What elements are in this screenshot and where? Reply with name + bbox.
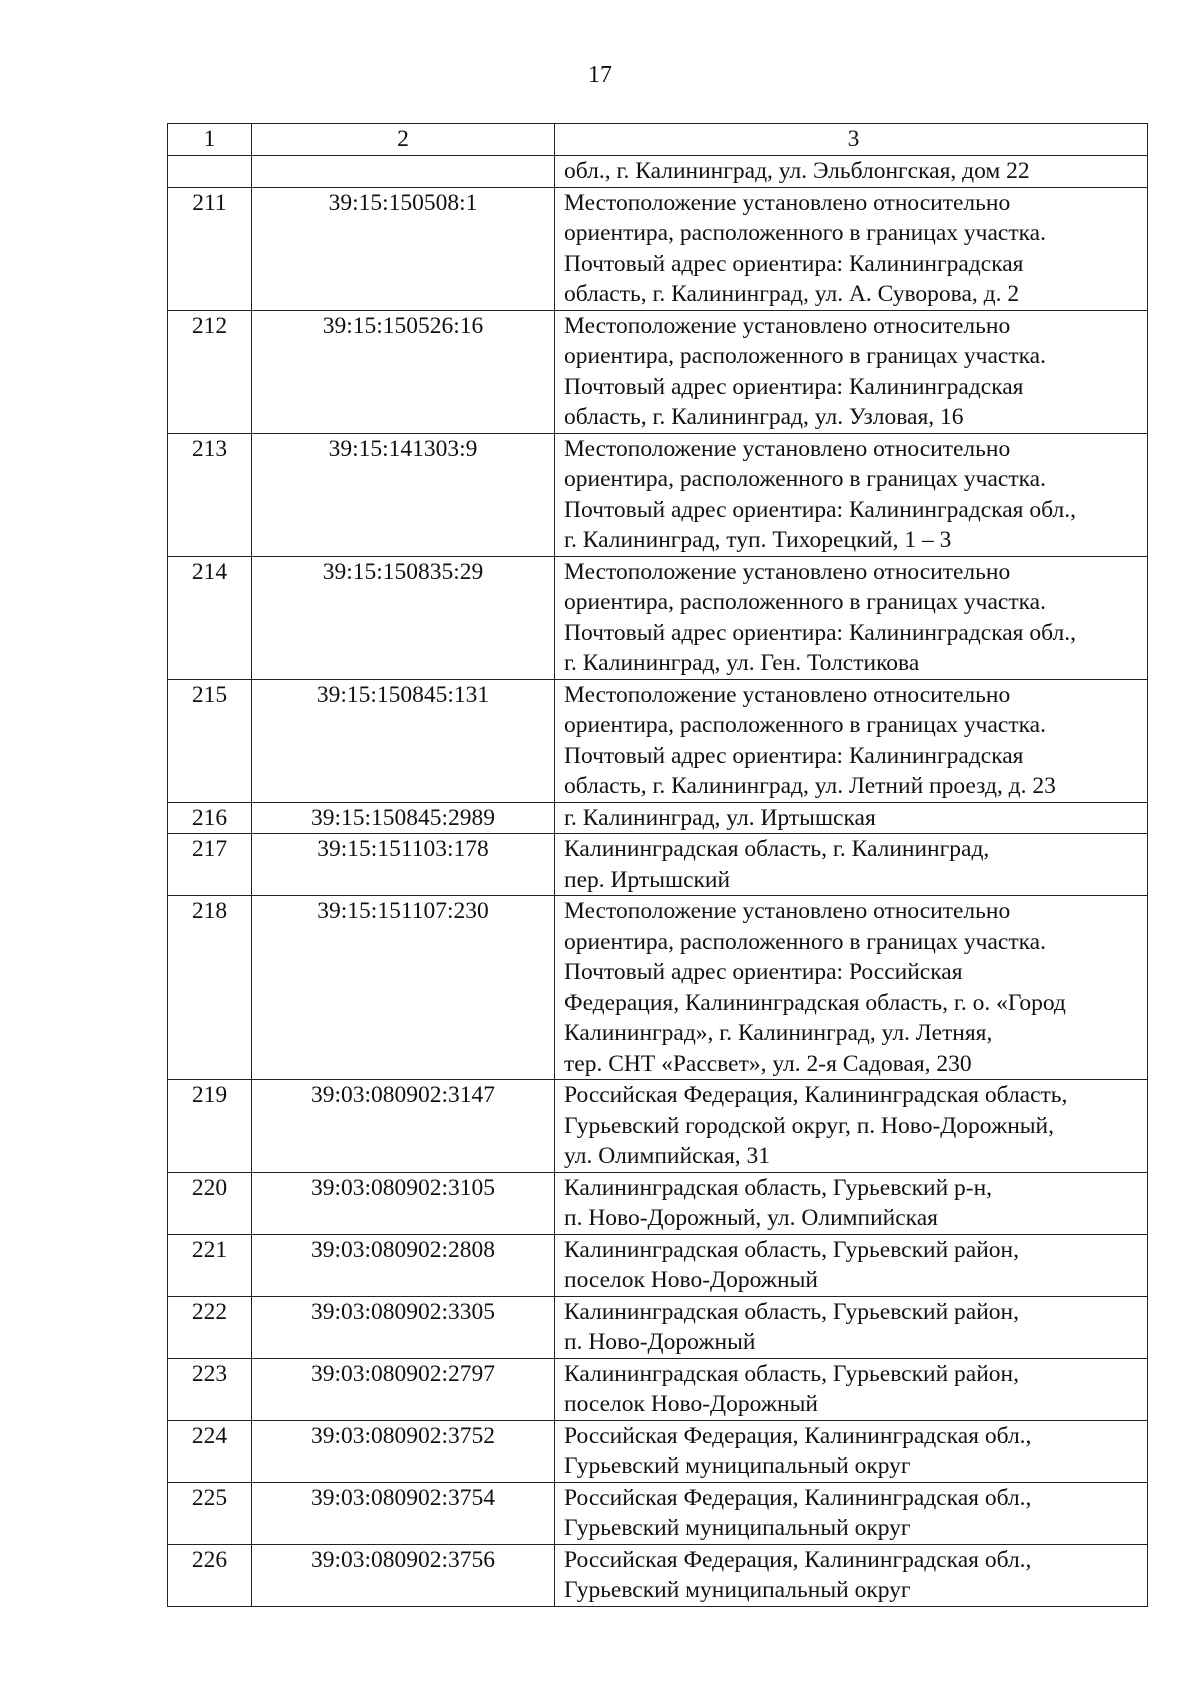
row-number: 220 xyxy=(168,1172,252,1234)
table-row xyxy=(168,896,1148,1080)
address-line: Почтовый адрес ориентира: Калининградская xyxy=(564,250,1024,277)
location-description xyxy=(555,1080,1148,1173)
address-line: п. Ново-Дорожный xyxy=(564,1329,756,1355)
address-line: Местоположение установлено относительно xyxy=(564,558,1011,585)
registry-table xyxy=(167,123,1148,1607)
address-line: Российская Федерация, Калининградская обл., xyxy=(564,1484,1032,1511)
location-description xyxy=(555,1296,1148,1358)
table-header-row xyxy=(168,124,1148,156)
continuation-row xyxy=(168,156,1148,188)
cadastral-number: 39:15:150526:16 xyxy=(252,310,555,433)
row-number: 212 xyxy=(168,310,252,433)
address-line: Почтовый адрес ориентира: Калининградская xyxy=(564,742,1024,769)
table-row xyxy=(168,433,1148,556)
address-line: ориентира, расположенного в границах участка. xyxy=(564,712,1046,738)
address-line: обл., г. Калининград, ул. Эльблонгская, дом 22 xyxy=(564,158,1030,184)
address-line: Почтовый адрес ориентира: Калининградская обл., xyxy=(564,619,1076,646)
address-line: Федерация, Калининградская область, г. о. «Город xyxy=(564,989,1066,1016)
location-description xyxy=(555,1358,1148,1420)
row-number: 222 xyxy=(168,1296,252,1358)
address-line: область, г. Калининград, ул. Узловая, 16 xyxy=(564,404,964,430)
address-line: область, г. Калининград, ул. А. Суворова, д. 2 xyxy=(564,281,1020,307)
address-line: Калининградская область, Гурьевский район, xyxy=(564,1360,1019,1387)
address-line: Местоположение установлено относительно xyxy=(564,312,1011,339)
row-number: 223 xyxy=(168,1358,252,1420)
address-line: Почтовый адрес ориентира: Калининградская обл., xyxy=(564,496,1076,523)
page-number: 17 xyxy=(588,62,612,88)
location-description xyxy=(555,1234,1148,1296)
address-line: Местоположение установлено относительно xyxy=(564,898,1011,924)
location-description xyxy=(555,834,1148,896)
location-description xyxy=(555,433,1148,556)
address-line: Почтовый адрес ориентира: Российская xyxy=(564,959,963,985)
row-number: 224 xyxy=(168,1420,252,1482)
cadastral-number: 39:15:151107:230 xyxy=(252,896,555,1080)
row-number: 213 xyxy=(168,433,252,556)
table-row xyxy=(168,1358,1148,1420)
address-line: ориентира, расположенного в границах участка. xyxy=(564,220,1046,246)
location-description xyxy=(555,679,1148,802)
cadastral-number: 39:15:151103:178 xyxy=(252,834,555,896)
cadastral-number: 39:15:150845:2989 xyxy=(252,802,555,834)
cadastral-number: 39:03:080902:3105 xyxy=(252,1172,555,1234)
table-row xyxy=(168,310,1148,433)
row-number: 217 xyxy=(168,834,252,896)
location-description xyxy=(555,187,1148,310)
address-line: Местоположение установлено относительно xyxy=(564,435,1011,462)
address-line: ориентира, расположенного в границах участка. xyxy=(564,928,1046,955)
location-description xyxy=(555,156,1148,188)
table-row xyxy=(168,187,1148,310)
address-line: ориентира, расположенного в границах участка. xyxy=(564,466,1046,492)
row-number: 215 xyxy=(168,679,252,802)
table-row xyxy=(168,1544,1148,1606)
cadastral-number: 39:03:080902:3752 xyxy=(252,1420,555,1482)
address-line: Гурьевский городской округ, п. Ново-Дорожный, xyxy=(564,1112,1055,1139)
column-header-2: 2 xyxy=(252,124,555,156)
address-line: Гурьевский муниципальный округ xyxy=(564,1453,911,1479)
table-body xyxy=(168,124,1148,1607)
table-row xyxy=(168,1296,1148,1358)
address-line: Российская Федерация, Калининградская обл., xyxy=(564,1422,1032,1449)
cadastral-number: 39:03:080902:2808 xyxy=(252,1234,555,1296)
address-line: Калининградская область, Гурьевский район, xyxy=(564,1298,1019,1325)
cadastral-number: 39:15:150835:29 xyxy=(252,556,555,679)
row-number: 216 xyxy=(168,802,252,834)
table-row xyxy=(168,1420,1148,1482)
location-description xyxy=(555,896,1148,1080)
address-line: область, г. Калининград, ул. Летний проезд, д. 23 xyxy=(564,773,1056,799)
address-line: ориентира, расположенного в границах участка. xyxy=(564,343,1046,369)
location-description xyxy=(555,1420,1148,1482)
address-line: Местоположение установлено относительно xyxy=(564,681,1011,708)
column-header-1: 1 xyxy=(168,124,252,156)
cadastral-number: 39:15:150845:131 xyxy=(252,679,555,802)
address-line: поселок Ново-Дорожный xyxy=(564,1391,818,1417)
table-row xyxy=(168,679,1148,802)
address-line: п. Ново-Дорожный, ул. Олимпийская xyxy=(564,1205,938,1231)
table-row xyxy=(168,802,1148,834)
address-line: г. Калининград, туп. Тихорецкий, 1 – 3 xyxy=(564,527,952,553)
cadastral-number xyxy=(252,156,555,188)
address-line: Гурьевский муниципальный округ xyxy=(564,1577,911,1603)
row-number xyxy=(168,156,252,188)
cadastral-number: 39:03:080902:3147 xyxy=(252,1080,555,1173)
table-row xyxy=(168,1080,1148,1173)
address-line: Калининградская область, г. Калининград, xyxy=(564,836,990,862)
location-description xyxy=(555,1172,1148,1234)
location-description xyxy=(555,310,1148,433)
address-line: г. Калининград, ул. Ген. Толстикова xyxy=(564,650,920,676)
address-line: Российская Федерация, Калининградская область, xyxy=(564,1082,1068,1108)
row-number: 214 xyxy=(168,556,252,679)
address-line: Российская Федерация, Калининградская обл., xyxy=(564,1546,1032,1573)
address-line: Калининград», г. Калининград, ул. Летняя, xyxy=(564,1020,993,1046)
cadastral-number: 39:03:080902:3305 xyxy=(252,1296,555,1358)
row-number: 211 xyxy=(168,187,252,310)
row-number: 226 xyxy=(168,1544,252,1606)
table-row xyxy=(168,834,1148,896)
row-number: 221 xyxy=(168,1234,252,1296)
location-description xyxy=(555,1482,1148,1544)
address-line: г. Калининград, ул. Иртышская xyxy=(564,804,876,831)
address-line: пер. Иртышский xyxy=(564,866,731,893)
cadastral-number: 39:15:141303:9 xyxy=(252,433,555,556)
address-line: поселок Ново-Дорожный xyxy=(564,1267,818,1293)
table-row xyxy=(168,1482,1148,1544)
address-line: ориентира, расположенного в границах участка. xyxy=(564,589,1046,615)
cadastral-number: 39:03:080902:3754 xyxy=(252,1482,555,1544)
address-line: Калининградская область, Гурьевский р-н, xyxy=(564,1174,993,1201)
address-line: ул. Олимпийская, 31 xyxy=(564,1143,771,1169)
address-line: Почтовый адрес ориентира: Калининградская xyxy=(564,373,1024,400)
address-line: тер. СНТ «Рассвет», ул. 2-я Садовая, 230 xyxy=(564,1050,972,1077)
cadastral-number: 39:15:150508:1 xyxy=(252,187,555,310)
row-number: 218 xyxy=(168,896,252,1080)
row-number: 225 xyxy=(168,1482,252,1544)
cadastral-number: 39:03:080902:3756 xyxy=(252,1544,555,1606)
address-line: Гурьевский муниципальный округ xyxy=(564,1515,911,1541)
column-header-3: 3 xyxy=(555,124,1148,156)
table-row xyxy=(168,1172,1148,1234)
table-row xyxy=(168,1234,1148,1296)
row-number: 219 xyxy=(168,1080,252,1173)
address-line: Калининградская область, Гурьевский район, xyxy=(564,1236,1019,1263)
cadastral-number: 39:03:080902:2797 xyxy=(252,1358,555,1420)
location-description xyxy=(555,1544,1148,1606)
location-description xyxy=(555,802,1148,834)
location-description xyxy=(555,556,1148,679)
table-row xyxy=(168,556,1148,679)
address-line: Местоположение установлено относительно xyxy=(564,189,1011,216)
